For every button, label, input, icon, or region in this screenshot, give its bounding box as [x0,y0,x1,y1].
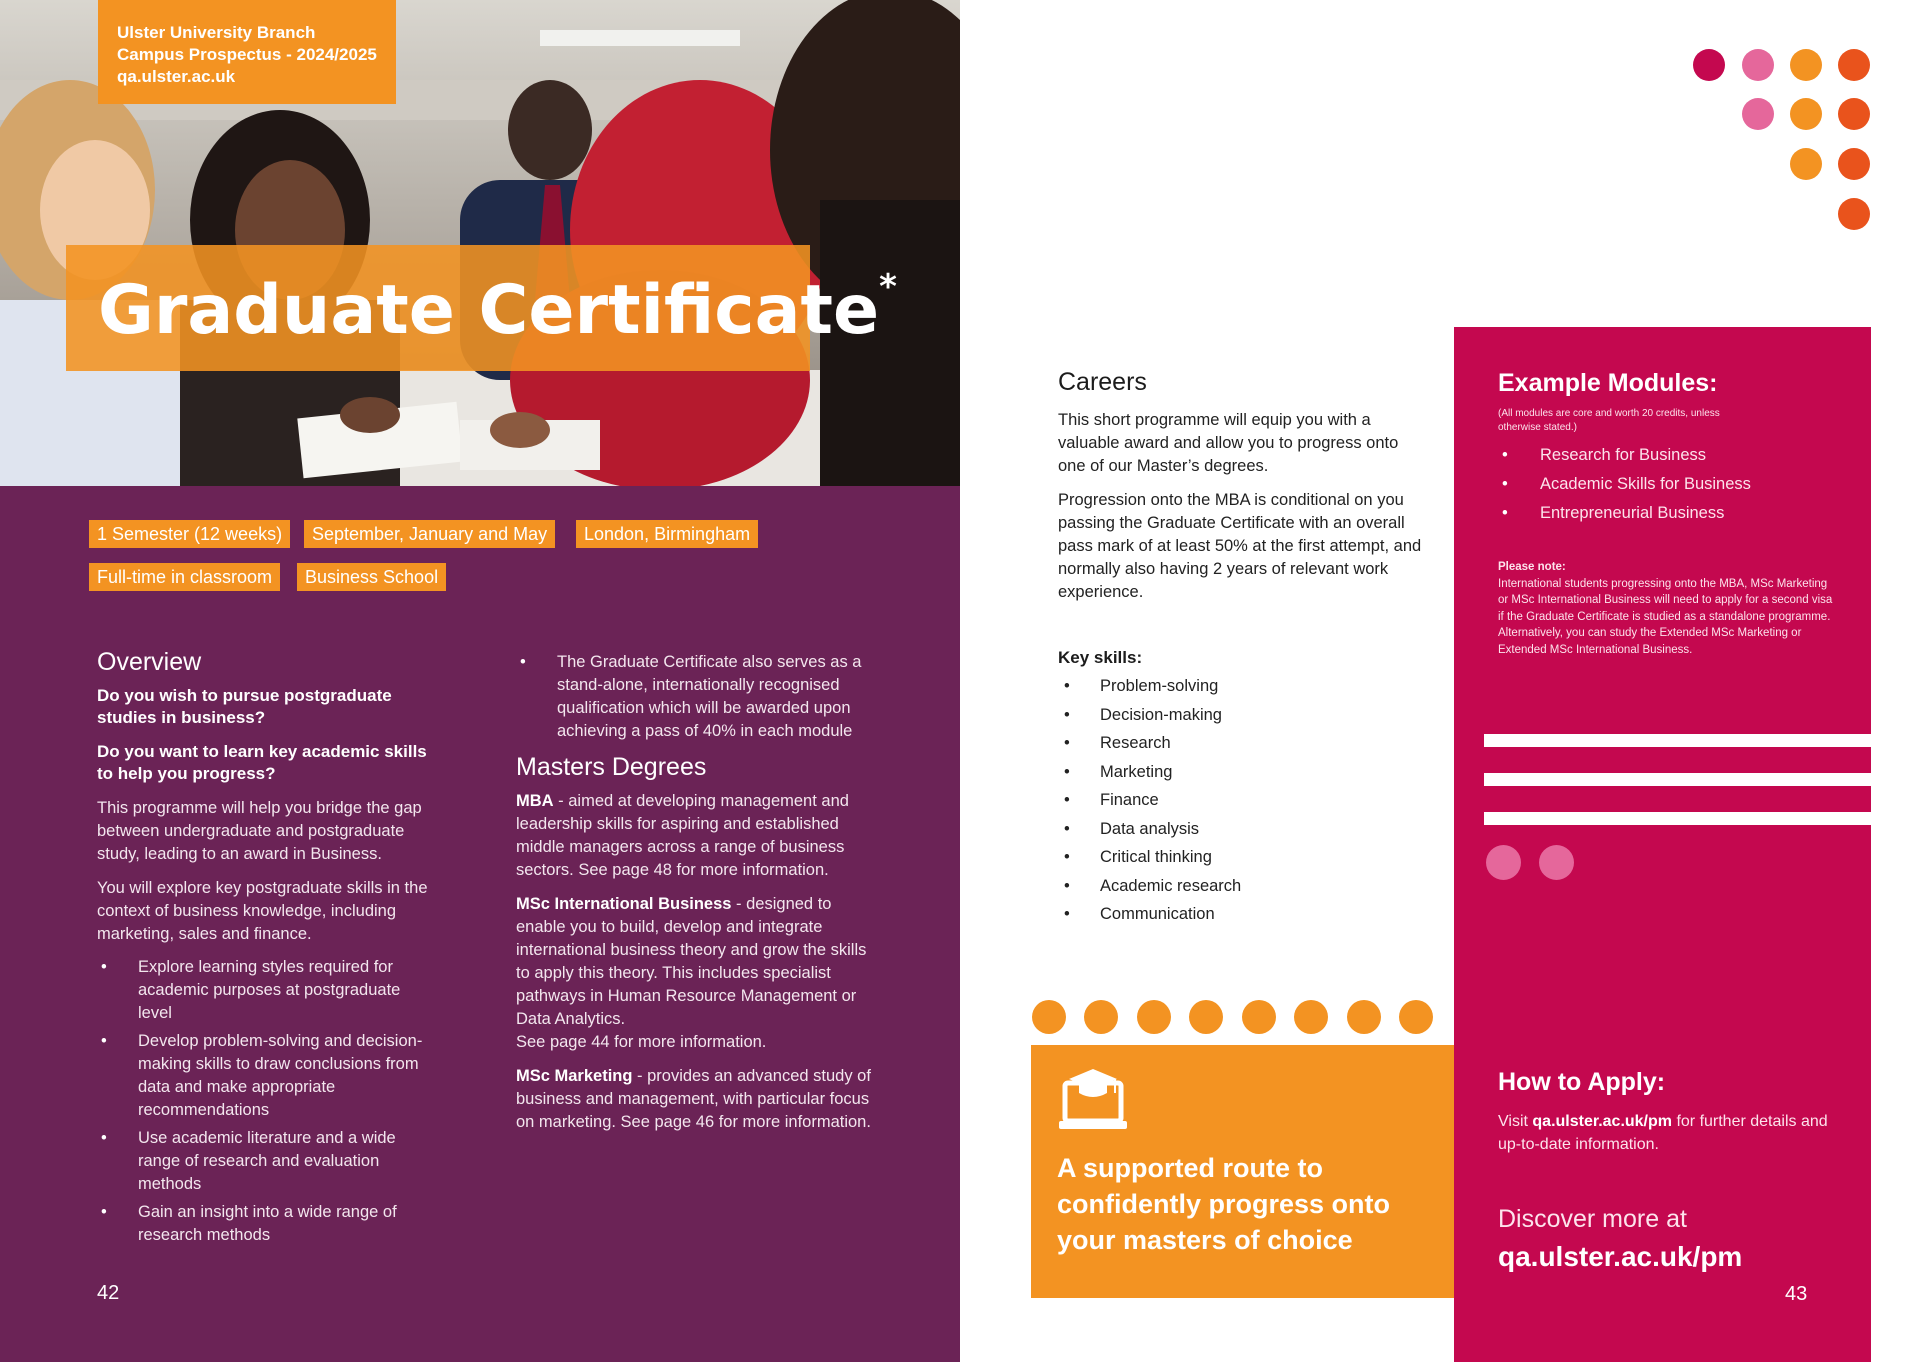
decor-dot [1790,98,1822,130]
overview-question-1: Do you wish to pursue postgraduate studies in business? [97,686,392,727]
page-number-left: 42 [97,1282,120,1304]
decor-dot [1693,49,1725,81]
list-item: • Critical thinking [1058,843,1358,872]
callout-box [1031,1045,1454,1298]
decor-dot [1137,1000,1171,1034]
decor-dot [1838,148,1870,180]
tag-line-branch: Ulster University Branch [117,23,316,42]
page-title [98,267,897,350]
mba-paragraph [516,790,871,882]
list-item: • Academic research [1058,872,1358,901]
discover-label: Discover more at [1498,1205,1687,1233]
certificate-bullet [516,651,871,743]
chip-intakes: September, January and May [304,520,555,548]
overview-column [97,648,447,1252]
discover-link[interactable]: qa.ulster.ac.uk/pm [1498,1241,1743,1272]
list-item: • Research for Business [1498,441,1838,470]
decor-stripe [1484,734,1871,747]
msc-marketing-paragraph [516,1065,871,1134]
apply-heading: How to Apply: [1498,1068,1666,1096]
decor-dot [1790,148,1822,180]
chip-locations: London, Birmingham [576,520,758,548]
decor-dot [1399,1000,1433,1034]
masters-column [516,651,871,1134]
list-item: • Finance [1058,786,1358,815]
careers-paragraph-1: This short programme will equip you with a valuable award and allow you to progress onto one of our Master’s degrees. [1058,411,1399,475]
msc-ib-label: MSc International Business [516,895,732,913]
callout-text: A supported route to confidently progress onto your masters of choice [1057,1153,1391,1255]
title-asterisk: * [879,267,897,307]
list-item: • Develop problem-solving and decision-making skills to draw conclusions from data and make appropriate recommendations [97,1030,432,1122]
modules-note: (All modules are core and worth 20 credits, unless otherwise stated.) [1498,408,1720,433]
chip-duration: 1 Semester (12 weeks) [89,520,290,548]
please-note-text: International students progressing onto the MBA, MSc Marketing or MSc International Business will need to apply for a second visa if the Graduate Certificate is studied as a standalone programme. Alternatively, you can study the Extended MSc Marketing or Extended MSc International Business. [1498,577,1833,656]
msc-marketing-label: MSc Marketing [516,1067,633,1085]
list-item: • Entrepreneurial Business [1498,499,1838,528]
graduation-laptop-icon [1057,1063,1129,1140]
msc-ib-page-ref: See page 44 for more information. [516,1033,767,1051]
list-item: • Research [1058,729,1358,758]
overview-bullets [97,956,432,1247]
decor-dot [1032,1000,1066,1034]
decor-stripe [1484,812,1871,825]
apply-pre: Visit [1498,1113,1533,1130]
overview-question-2: Do you want to learn key academic skills to help you progress? [97,742,427,783]
prospectus-tag [98,0,396,104]
mba-label: MBA [516,792,554,810]
list-item: • The Graduate Certificate also serves as a stand-alone, internationally recognised qualification which will be awarded upon achieving a pass of 40% in each module [516,651,871,743]
list-item: • Marketing [1058,758,1358,787]
overview-paragraph-2: You will explore key postgraduate skills in the context of business knowledge, including marketing, sales and finance. [97,879,428,943]
decor-stripe [1484,773,1871,786]
list-item: • Problem-solving [1058,672,1358,701]
careers-heading: Careers [1058,368,1147,396]
chip-school: Business School [297,563,446,591]
decor-dot [1742,49,1774,81]
msc-ib-paragraph [516,893,871,1054]
msc-marketing-text: - provides an advanced study of business and management, with particular focus on marketing. See page 46 for more information. [516,1067,871,1131]
apply-text [1498,1110,1848,1156]
list-item: • Explore learning styles required for academic purposes at postgraduate level [97,956,432,1025]
careers-paragraph-2: Progression onto the MBA is conditional on you passing the Graduate Certificate with an overall pass mark of at least 50% at the first attempt, and normally also having 2 years of relevant work experience. [1058,491,1422,601]
apply-post: for further details and up-to-date information. [1498,1113,1828,1153]
decor-dot [1539,845,1574,880]
key-skills-section [1058,648,1358,929]
mba-text: - aimed at developing management and leadership skills for aspiring and established middle managers across a range of business sectors. See page 48 for more information. [516,792,849,879]
overview-heading: Overview [97,648,202,676]
page-title-text: Graduate Certificate [98,271,880,350]
key-skills-list [1058,672,1358,929]
overview-paragraph-1: This programme will help you bridge the gap between undergraduate and postgraduate study, leading to an award in Business. [97,799,422,863]
page-number-right: 43 [1785,1283,1808,1305]
msc-ib-text: - designed to enable you to build, develop and integrate international business theory and grow the skills to apply this theory. This includes specialist pathways in Human Resource Management or Data Analytics. [516,895,867,1028]
tag-line-url[interactable]: qa.ulster.ac.uk [117,67,236,86]
chip-mode: Full-time in classroom [89,563,280,591]
decor-dot [1294,1000,1328,1034]
decor-dot [1838,98,1870,130]
key-skills-heading: Key skills: [1058,648,1143,667]
apply-link[interactable]: qa.ulster.ac.uk/pm [1532,1113,1672,1130]
please-note-label: Please note: [1498,561,1566,573]
decor-dot [1084,1000,1118,1034]
please-note-block [1498,559,1838,658]
decor-dot [1742,98,1774,130]
decor-dot [1347,1000,1381,1034]
list-item: • Communication [1058,900,1358,929]
careers-section [1058,368,1423,604]
list-item: • Gain an insight into a wide range of research methods [97,1201,432,1247]
decor-dot [1486,845,1521,880]
modules-panel [1454,327,1871,1362]
decor-dot [1242,1000,1276,1034]
decor-dot [1189,1000,1223,1034]
decor-dot [1838,49,1870,81]
title-band [66,245,897,371]
list-item: • Use academic literature and a wide range of research and evaluation methods [97,1127,432,1196]
list-item: • Academic Skills for Business [1498,470,1838,499]
modules-list [1498,441,1838,528]
modules-heading: Example Modules: [1498,369,1718,397]
decor-dot [1838,198,1870,230]
masters-heading: Masters Degrees [516,753,707,781]
list-item: • Data analysis [1058,815,1358,844]
decor-dot [1790,49,1822,81]
tag-line-prospectus: Campus Prospectus - 2024/2025 [117,45,377,64]
list-item: • Decision-making [1058,701,1358,730]
